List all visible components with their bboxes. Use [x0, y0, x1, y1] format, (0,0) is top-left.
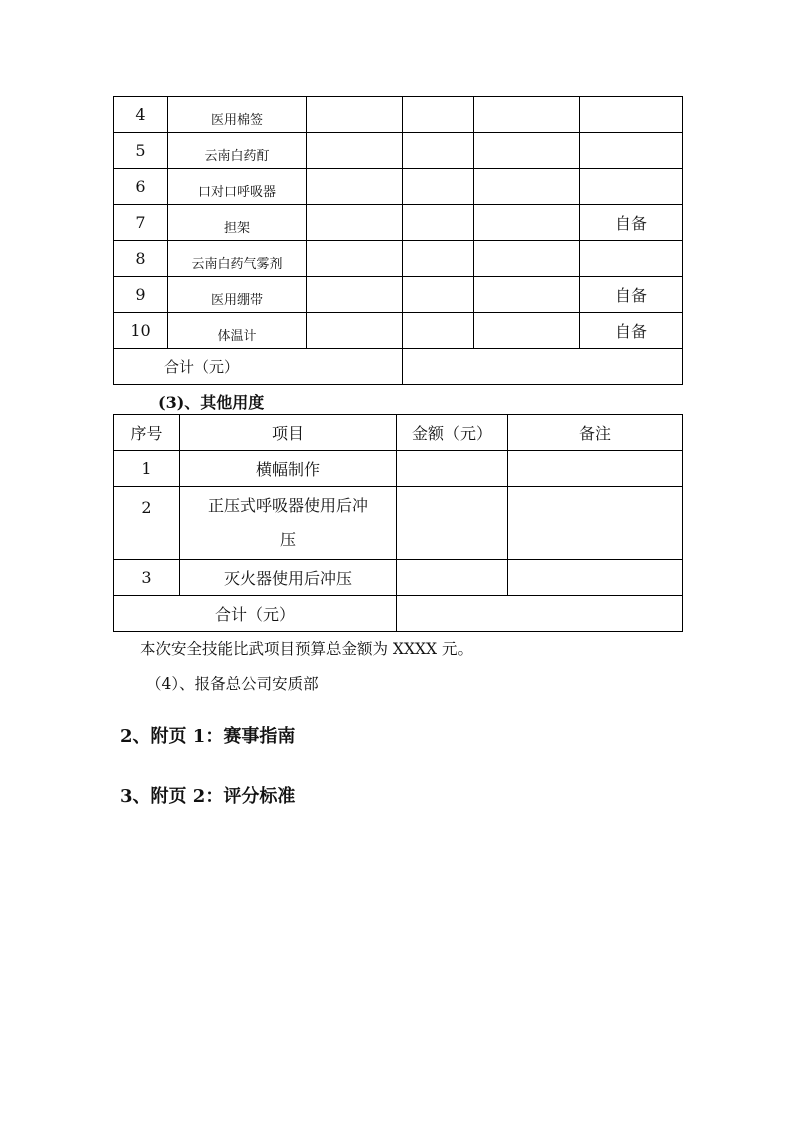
row-item: 口对口呼吸器: [168, 169, 307, 205]
empty-cell: [307, 97, 403, 133]
row-note: [580, 241, 683, 277]
table-row: [114, 560, 683, 596]
other-costs-table: [113, 414, 683, 632]
row-item: 云南白药酊: [168, 133, 307, 169]
table-header-row: [114, 415, 683, 451]
total-value-cell: [397, 596, 683, 632]
appendix-1-heading: 2、附页 1：赛事指南: [120, 726, 296, 747]
row-note: [580, 133, 683, 169]
empty-cell: [403, 277, 474, 313]
section-heading-other-costs: (3)、其他用度: [158, 393, 265, 412]
row-item: 医用绷带: [168, 277, 307, 313]
header-no: 序号: [114, 415, 180, 451]
table-row: [114, 205, 683, 241]
row-item: 横幅制作: [180, 451, 397, 487]
row-item-line: 正压式呼吸器使用后冲: [207, 496, 368, 515]
budget-total-text: 本次安全技能比武项目预算总金额为 XXXX 元。: [140, 640, 473, 658]
row-number: 3: [114, 560, 180, 596]
table-row: [114, 169, 683, 205]
row-number: 5: [114, 133, 168, 169]
total-value-cell: [403, 349, 683, 385]
report-text: （4）、报备总公司安质部: [146, 675, 319, 693]
empty-cell: [474, 169, 580, 205]
empty-cell: [403, 241, 474, 277]
table-row: [114, 97, 683, 133]
empty-cell: [403, 97, 474, 133]
row-number: 9: [114, 277, 168, 313]
row-item-line: 压: [279, 530, 296, 549]
row-number: 8: [114, 241, 168, 277]
table-total-row: [114, 349, 683, 385]
empty-cell: [474, 133, 580, 169]
table-row: [114, 451, 683, 487]
empty-cell: [403, 313, 474, 349]
empty-cell: [474, 313, 580, 349]
table-row: [114, 241, 683, 277]
total-label: 合计（元）: [114, 596, 397, 632]
row-item: 体温计: [168, 313, 307, 349]
table-total-row: [114, 596, 683, 632]
table-row: [114, 313, 683, 349]
empty-cell: [474, 277, 580, 313]
empty-cell: [397, 560, 508, 596]
row-item: 医用棉签: [168, 97, 307, 133]
empty-cell: [474, 241, 580, 277]
empty-cell: [307, 241, 403, 277]
empty-cell: [403, 133, 474, 169]
row-number: 2: [114, 487, 180, 560]
appendix-2-heading: 3、附页 2：评分标准: [120, 786, 296, 807]
table-row: [114, 277, 683, 313]
empty-cell: [403, 205, 474, 241]
header-amount: 金额（元）: [397, 415, 508, 451]
row-item: 云南白药气雾剂: [168, 241, 307, 277]
table-row: [114, 487, 683, 560]
empty-cell: [397, 451, 508, 487]
empty-cell: [307, 277, 403, 313]
row-note: 自备: [580, 205, 683, 241]
row-note: 自备: [580, 277, 683, 313]
header-item: 项目: [180, 415, 397, 451]
empty-cell: [307, 205, 403, 241]
row-number: 4: [114, 97, 168, 133]
row-item: 灭火器使用后冲压: [180, 560, 397, 596]
empty-cell: [508, 487, 683, 560]
row-note: [580, 97, 683, 133]
empty-cell: [307, 313, 403, 349]
empty-cell: [474, 97, 580, 133]
header-note: 备注: [508, 415, 683, 451]
empty-cell: [508, 560, 683, 596]
empty-cell: [474, 205, 580, 241]
total-label: 合计（元）: [114, 349, 403, 385]
row-number: 1: [114, 451, 180, 487]
empty-cell: [307, 169, 403, 205]
row-number: 10: [114, 313, 168, 349]
row-number: 6: [114, 169, 168, 205]
empty-cell: [307, 133, 403, 169]
empty-cell: [403, 169, 474, 205]
row-note: [580, 169, 683, 205]
row-item: [180, 487, 397, 560]
row-number: 7: [114, 205, 168, 241]
supplies-table: [113, 96, 683, 385]
empty-cell: [397, 487, 508, 560]
row-note: 自备: [580, 313, 683, 349]
row-item: 担架: [168, 205, 307, 241]
table-row: [114, 133, 683, 169]
empty-cell: [508, 451, 683, 487]
